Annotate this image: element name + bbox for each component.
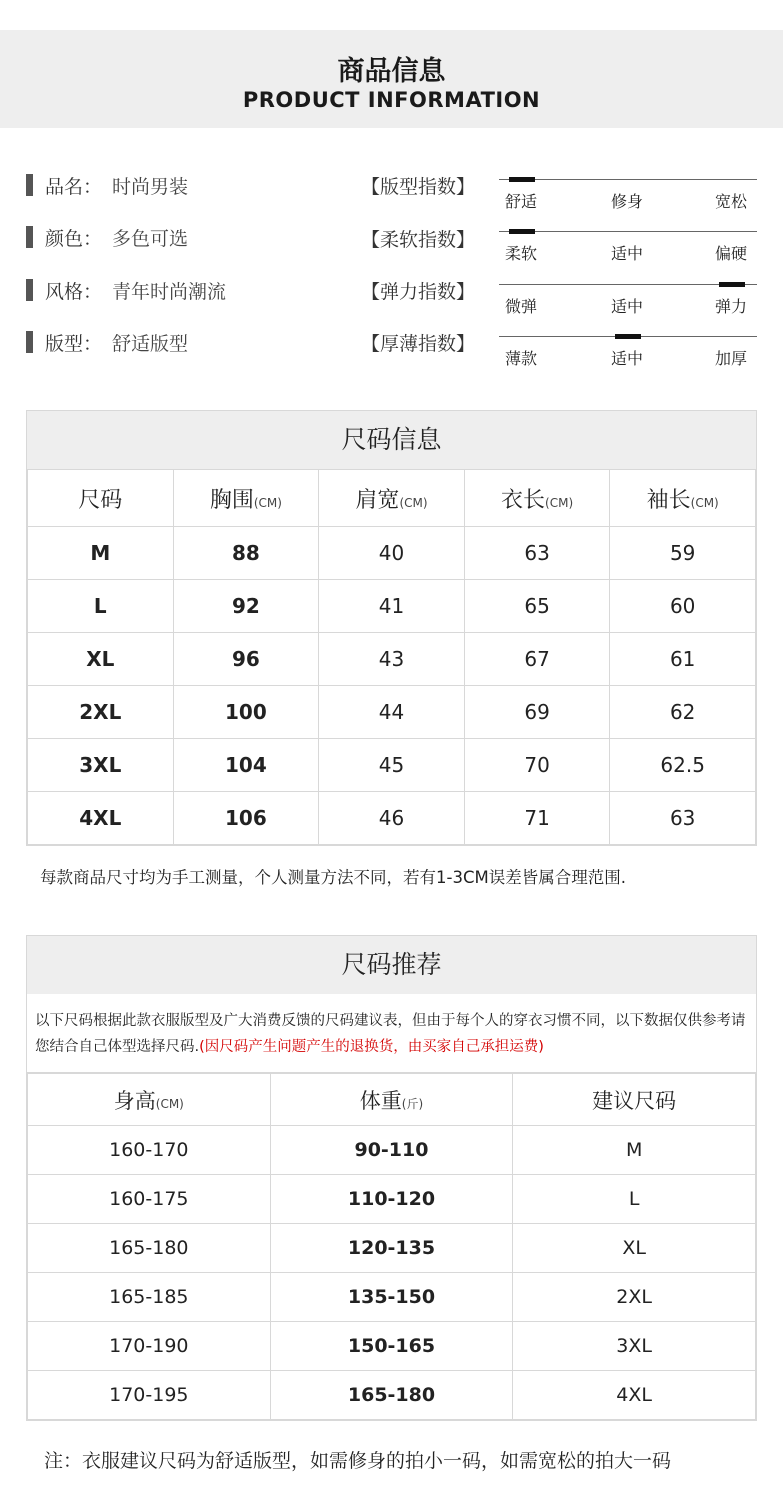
info-row-fit (26, 327, 188, 357)
table-cell: 59 (610, 527, 756, 580)
table-row (28, 1371, 756, 1420)
scale-label: 加厚 (715, 349, 748, 368)
info-label: 颜色： (45, 227, 103, 250)
table-row (28, 1175, 756, 1224)
index-name-thickness: 【厚薄指数】 (361, 333, 476, 355)
scale-label: 舒适 (505, 192, 538, 211)
table-row (28, 633, 756, 686)
info-value: 多色可选 (112, 227, 189, 250)
scale-label: 薄款 (505, 349, 538, 368)
table-cell: 106 (173, 792, 319, 845)
scale-label: 柔软 (505, 244, 538, 263)
table-cell: 43 (319, 633, 465, 686)
info-row-name (26, 170, 188, 200)
column-header: 袖长(CM) (610, 470, 756, 527)
table-cell: 170-190 (28, 1322, 271, 1371)
size-info-title: 尺码信息 (27, 411, 756, 469)
table-cell: 69 (464, 686, 610, 739)
bullet-bar-icon (26, 331, 33, 353)
index-scale-softness (499, 229, 757, 269)
index-scale-elasticity (499, 282, 757, 322)
table-cell: 67 (464, 633, 610, 686)
recommend-desc-text: 以下尺码根据此款衣服版型及广大消费反馈的尺码建议表，但由于每个人的穿衣习惯不同，以下数据仅供参考请您结合自己体型选择尺码. (35, 1013, 746, 1055)
table-cell: 160-170 (28, 1126, 271, 1175)
table-cell: M (513, 1126, 756, 1175)
table-row (28, 580, 756, 633)
table-cell: 46 (319, 792, 465, 845)
measurement-note: 每款商品尺寸均为手工测量，个人测量方法不同，若有1-3CM误差皆属合理范围. (40, 868, 626, 887)
size-info-table (27, 469, 756, 845)
table-cell: 65 (464, 580, 610, 633)
bullet-bar-icon (26, 226, 33, 248)
fit-advice-note: 注：衣服建议尺码为舒适版型，如需修身的拍小一码，如需宽松的拍大一码 (44, 1450, 672, 1472)
size-recommend-title: 尺码推荐 (27, 936, 756, 994)
table-row (28, 739, 756, 792)
table-cell: 44 (319, 686, 465, 739)
bullet-bar-icon (26, 279, 33, 301)
table-cell: 92 (173, 580, 319, 633)
table-cell: 62 (610, 686, 756, 739)
scale-marker (509, 177, 535, 182)
table-row (28, 1224, 756, 1273)
table-row (28, 1126, 756, 1175)
info-label: 品名： (45, 175, 103, 198)
info-value: 舒适版型 (112, 332, 189, 355)
table-cell: 61 (610, 633, 756, 686)
table-cell: 96 (173, 633, 319, 686)
table-cell: 165-180 (270, 1371, 513, 1420)
table-row (28, 1273, 756, 1322)
size-recommend-panel (26, 935, 757, 1421)
column-header: 体重(斤) (270, 1074, 513, 1126)
table-cell: 4XL (28, 792, 174, 845)
info-label: 版型： (45, 332, 103, 355)
table-cell: 100 (173, 686, 319, 739)
table-row (28, 792, 756, 845)
table-cell: 88 (173, 527, 319, 580)
table-row (28, 527, 756, 580)
bullet-bar-icon (26, 174, 33, 196)
page-title: 商品信息 (337, 56, 446, 87)
table-cell: 62.5 (610, 739, 756, 792)
recommend-warning-text: (因尺码产生问题产生的退换货，由买家自己承担运费) (199, 1039, 544, 1055)
table-cell: 41 (319, 580, 465, 633)
scale-label: 宽松 (715, 192, 748, 211)
scale-label: 适中 (611, 349, 644, 368)
scale-label: 微弹 (505, 297, 538, 316)
scale-label: 修身 (611, 192, 644, 211)
index-name-elasticity: 【弹力指数】 (361, 281, 476, 303)
table-cell: 63 (464, 527, 610, 580)
table-cell: 110-120 (270, 1175, 513, 1224)
table-row (28, 1322, 756, 1371)
table-cell: 2XL (28, 686, 174, 739)
table-header-row (28, 470, 756, 527)
scale-line (499, 179, 757, 180)
table-cell: 160-175 (28, 1175, 271, 1224)
size-recommend-table (27, 1073, 756, 1420)
table-cell: 63 (610, 792, 756, 845)
index-name-fit: 【版型指数】 (361, 176, 476, 198)
table-cell: L (513, 1175, 756, 1224)
table-cell: 135-150 (270, 1273, 513, 1322)
recommend-description (27, 994, 756, 1073)
table-cell: M (28, 527, 174, 580)
size-info-panel (26, 410, 757, 846)
scale-label: 适中 (611, 244, 644, 263)
info-row-color (26, 222, 188, 252)
info-label: 风格： (45, 280, 103, 303)
table-cell: L (28, 580, 174, 633)
table-cell: 90-110 (270, 1126, 513, 1175)
scale-label: 偏硬 (715, 244, 748, 263)
index-scale-fit (499, 177, 757, 217)
table-cell: 150-165 (270, 1322, 513, 1371)
info-value: 时尚男装 (112, 175, 189, 198)
info-value: 青年时尚潮流 (112, 280, 227, 303)
table-cell: 60 (610, 580, 756, 633)
scale-marker (509, 229, 535, 234)
table-cell: 40 (319, 527, 465, 580)
column-header: 建议尺码 (513, 1074, 756, 1126)
column-header: 肩宽(CM) (319, 470, 465, 527)
table-cell: 120-135 (270, 1224, 513, 1273)
table-cell: 45 (319, 739, 465, 792)
column-header: 尺码 (28, 470, 174, 527)
scale-label: 弹力 (715, 297, 748, 316)
column-header: 胸围(CM) (173, 470, 319, 527)
scale-marker (719, 282, 745, 287)
column-header: 衣长(CM) (464, 470, 610, 527)
table-cell: 170-195 (28, 1371, 271, 1420)
scale-line (499, 231, 757, 232)
scale-label: 适中 (611, 297, 644, 316)
table-cell: 3XL (28, 739, 174, 792)
table-cell: XL (513, 1224, 756, 1273)
column-header: 身高(CM) (28, 1074, 271, 1126)
table-cell: 165-180 (28, 1224, 271, 1273)
index-name-softness: 【柔软指数】 (361, 229, 476, 251)
table-row (28, 686, 756, 739)
table-cell: 3XL (513, 1322, 756, 1371)
scale-marker (615, 334, 641, 339)
info-row-style (26, 275, 226, 305)
table-cell: 165-185 (28, 1273, 271, 1322)
table-cell: 4XL (513, 1371, 756, 1420)
table-cell: 2XL (513, 1273, 756, 1322)
index-scale-thickness (499, 334, 757, 374)
page-subtitle: PRODUCT INFORMATION (242, 88, 541, 112)
table-cell: 104 (173, 739, 319, 792)
table-cell: 70 (464, 739, 610, 792)
table-cell: XL (28, 633, 174, 686)
table-cell: 71 (464, 792, 610, 845)
table-header-row (28, 1074, 756, 1126)
